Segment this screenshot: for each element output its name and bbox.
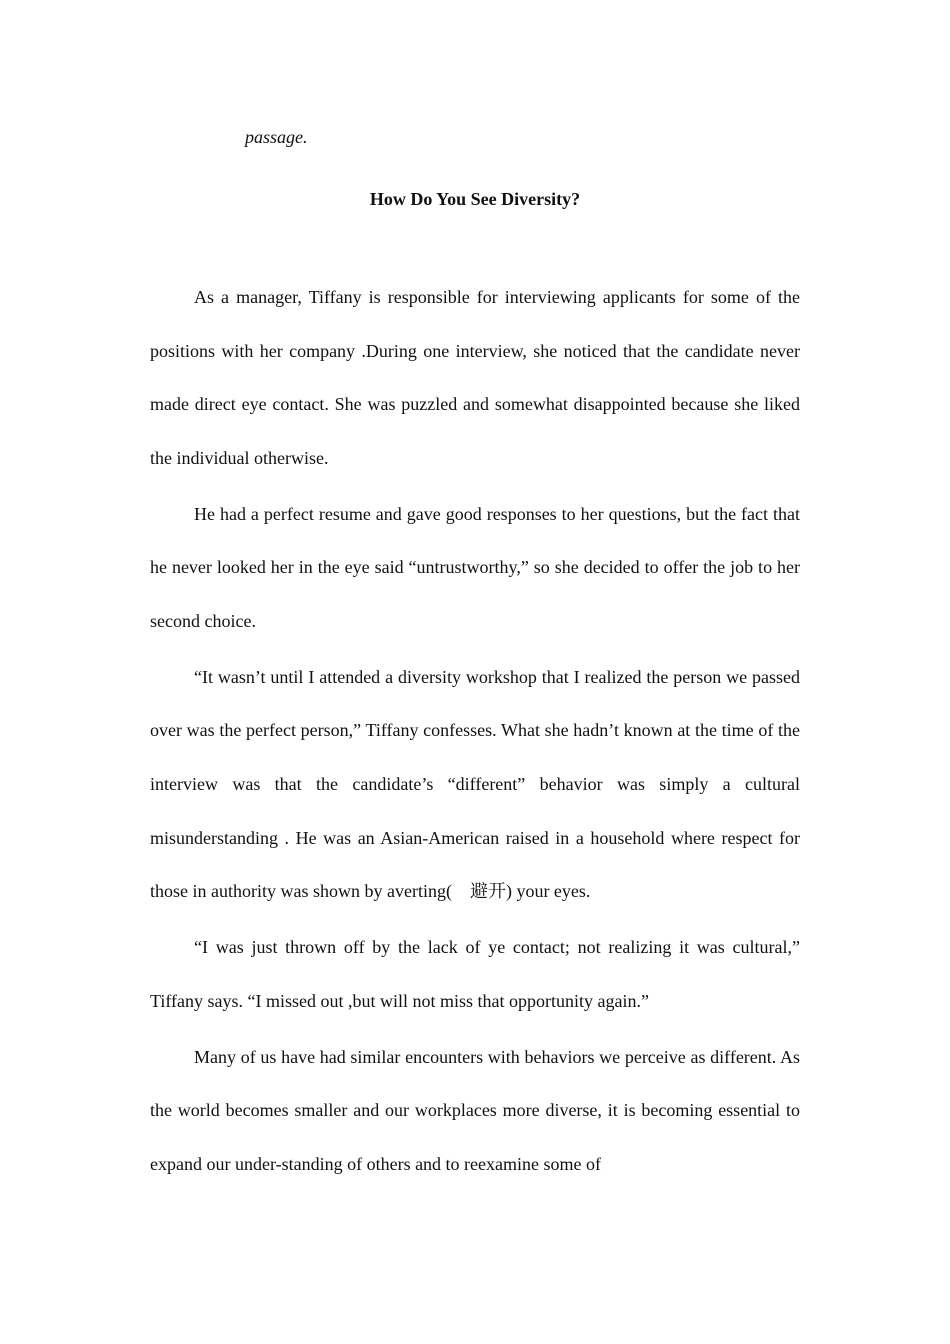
- paragraph-1: As a manager, Tiffany is responsible for interviewing applicants for some of the positions with her company .During one interview, she noticed that the candidate never made direct eye contact. She was puzzled and somewhat disappointed because she liked the individual otherwise.: [150, 287, 800, 468]
- article-body: [150, 271, 800, 1191]
- article-title: How Do You See Diversity?: [369, 189, 581, 209]
- paragraph-4: “I was just thrown off by the lack of ye contact; not realizing it was cultural,” Tiffany says. “I missed out ,but will not miss that opportunity again.”: [150, 937, 800, 1011]
- paragraph-2: He had a perfect resume and gave good responses to her questions, but the fact that he never looked her in the eye said “untrustworthy,” so she decided to offer the job to her second choice.: [150, 503, 800, 631]
- paragraph-5: Many of us have had similar encounters with behaviors we perceive as different. As the world becomes smaller and our workplaces more diverse, it is becoming essential to expand our under-standing of others and to reexamine some of: [150, 1046, 800, 1174]
- intro-fragment: passage.: [245, 127, 308, 147]
- paragraph-3: “It wasn’t until I attended a diversity workshop that I realized the person we passed over was the perfect person,” Tiffany confesses. What she hadn’t known at the time of the interview was that the candidate’s “different” behavior was simply a cultural misunderstanding . He was an Asian-American raised in a household where respect for those in authority was shown by averting( 避开) your eyes.: [150, 666, 800, 902]
